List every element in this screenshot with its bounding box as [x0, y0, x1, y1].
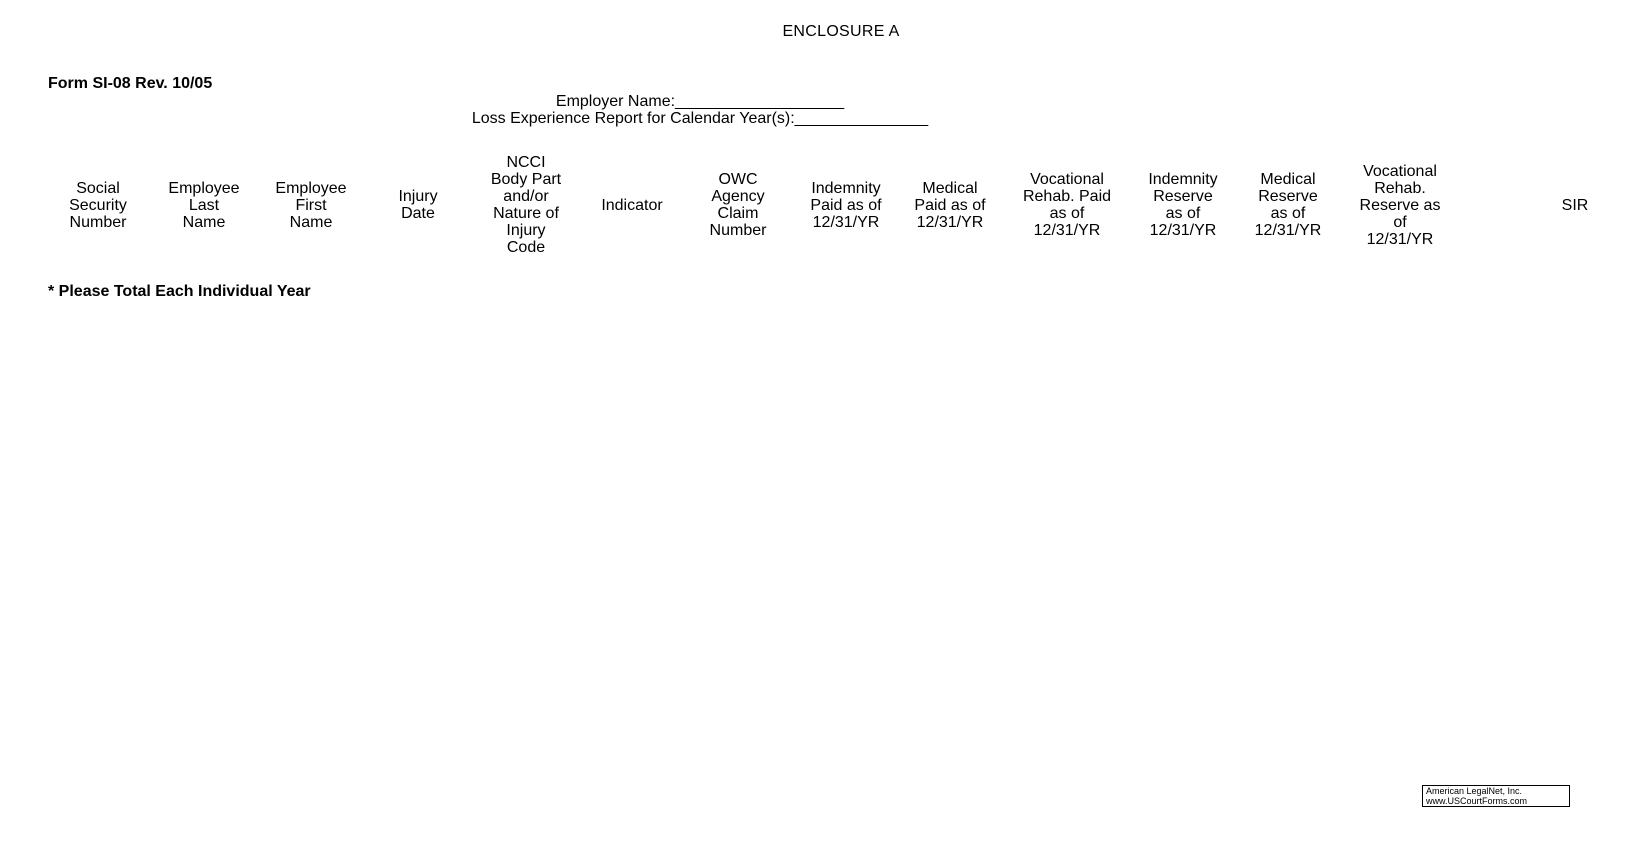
header-employee-last-name: Employee Last Name — [168, 179, 240, 231]
header-injury-date: Injury Date — [398, 188, 438, 222]
total-each-year-note: * Please Total Each Individual Year — [48, 283, 311, 300]
publisher-name: American LegalNet, Inc. — [1426, 786, 1523, 796]
header-owc-agency-claim-number: OWC Agency Claim Number — [709, 171, 767, 239]
header-vocational-rehab-paid: Vocational Rehab. Paid as of 12/31/YR — [1022, 171, 1112, 239]
header-employee-first-name: Employee First Name — [275, 179, 347, 231]
publisher-url: www.USCourtForms.com — [1426, 795, 1528, 806]
header-sir: SIR — [1561, 196, 1589, 214]
header-indicator: Indicator — [601, 196, 663, 214]
enclosure-title: ENCLOSURE A — [782, 23, 900, 40]
header-medical-reserve: Medical Reserve as of 12/31/YR — [1254, 171, 1322, 239]
employer-name-line: Employer Name:___________________ — [555, 93, 845, 110]
header-vocational-rehab-reserve: Vocational Rehab. Reserve as of 12/31/YR — [1359, 162, 1441, 248]
header-ncci-code: NCCI Body Part and/or Nature of Injury Code — [490, 154, 562, 256]
column-headers — [0, 150, 1650, 260]
header-indemnity-paid: Indemnity Paid as of 12/31/YR — [810, 179, 882, 231]
header-medical-paid: Medical Paid as of 12/31/YR — [914, 179, 986, 231]
publisher-stamp — [1422, 785, 1570, 807]
loss-experience-report-line: Loss Experience Report for Calendar Year(s):_______________ — [471, 110, 929, 127]
form-id: Form SI-08 Rev. 10/05 — [48, 75, 213, 92]
header-social-security-number: Social Security Number — [69, 179, 127, 231]
header-indemnity-reserve: Indemnity Reserve as of 12/31/YR — [1148, 171, 1218, 239]
